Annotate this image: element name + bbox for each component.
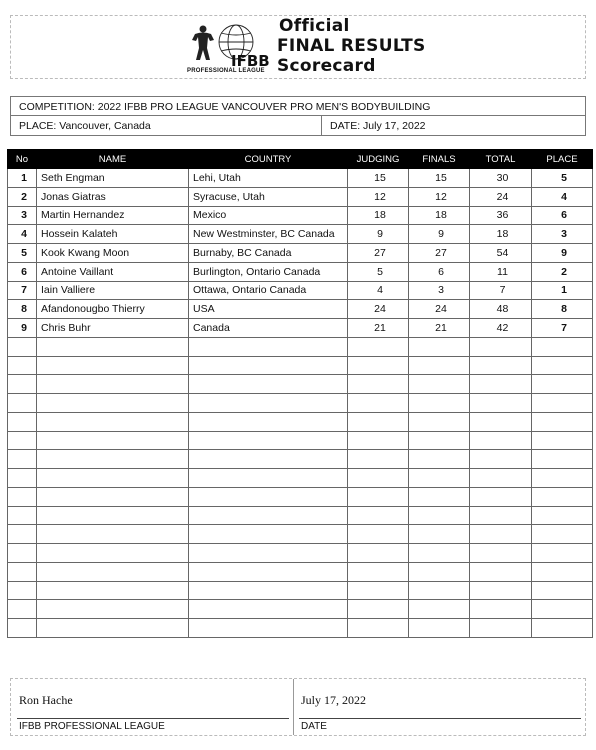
scorecard-title	[277, 16, 426, 76]
signatory-name: Ron Hache	[19, 693, 73, 707]
cell-finals: 21	[409, 319, 470, 338]
empty-cell	[409, 431, 470, 450]
empty-cell	[189, 619, 348, 638]
cell-country: Burnaby, BC Canada	[189, 244, 348, 263]
cell-name: Seth Engman	[37, 169, 189, 188]
title-line-official: Official	[279, 16, 350, 36]
cell-judging: 27	[348, 244, 409, 263]
empty-cell	[348, 562, 409, 581]
empty-cell	[8, 619, 37, 638]
empty-cell	[532, 469, 593, 488]
date-field: DATE: July 17, 2022	[321, 116, 587, 136]
empty-cell	[37, 337, 189, 356]
empty-cell	[470, 431, 532, 450]
cell-finals: 6	[409, 262, 470, 281]
table-row	[8, 262, 593, 281]
empty-cell	[532, 506, 593, 525]
empty-cell	[470, 412, 532, 431]
empty-cell	[532, 394, 593, 413]
cell-judging: 5	[348, 262, 409, 281]
cell-name: Jonas Giatras	[37, 187, 189, 206]
cell-name: Antoine Vaillant	[37, 262, 189, 281]
empty-table-row	[8, 375, 593, 394]
cell-total: 48	[470, 300, 532, 319]
header-name: NAME	[37, 150, 189, 169]
cell-country: USA	[189, 300, 348, 319]
empty-cell	[37, 487, 189, 506]
header-place: PLACE	[532, 150, 593, 169]
results-table	[7, 149, 593, 638]
cell-no: 9	[8, 319, 37, 338]
cell-country: Mexico	[189, 206, 348, 225]
empty-cell	[189, 450, 348, 469]
empty-cell	[470, 562, 532, 581]
empty-cell	[409, 337, 470, 356]
competition-name: COMPETITION: 2022 IFBB PRO LEAGUE VANCOUVER PRO MEN'S BODYBUILDING	[11, 97, 585, 116]
table-row	[8, 225, 593, 244]
empty-cell	[348, 525, 409, 544]
empty-cell	[8, 337, 37, 356]
empty-cell	[348, 506, 409, 525]
empty-cell	[532, 600, 593, 619]
cell-name: Iain Valliere	[37, 281, 189, 300]
empty-cell	[348, 356, 409, 375]
cell-place: 6	[532, 206, 593, 225]
empty-table-row	[8, 562, 593, 581]
empty-cell	[189, 356, 348, 375]
header-no: No	[8, 150, 37, 169]
empty-cell	[37, 412, 189, 431]
cell-country: Canada	[189, 319, 348, 338]
cell-total: 30	[470, 169, 532, 188]
signature-divider	[293, 679, 294, 735]
empty-cell	[37, 562, 189, 581]
table-row	[8, 206, 593, 225]
empty-cell	[409, 600, 470, 619]
header-finals: FINALS	[409, 150, 470, 169]
empty-cell	[8, 469, 37, 488]
cell-finals: 12	[409, 187, 470, 206]
cell-place: 1	[532, 281, 593, 300]
table-row	[8, 281, 593, 300]
empty-table-row	[8, 544, 593, 563]
empty-cell	[37, 525, 189, 544]
cell-finals: 3	[409, 281, 470, 300]
empty-cell	[189, 412, 348, 431]
empty-cell	[409, 469, 470, 488]
cell-place: 2	[532, 262, 593, 281]
cell-place: 8	[532, 300, 593, 319]
cell-finals: 15	[409, 169, 470, 188]
empty-cell	[470, 375, 532, 394]
empty-cell	[409, 562, 470, 581]
empty-cell	[348, 619, 409, 638]
empty-cell	[189, 525, 348, 544]
empty-cell	[409, 544, 470, 563]
empty-cell	[470, 394, 532, 413]
cell-total: 36	[470, 206, 532, 225]
empty-table-row	[8, 581, 593, 600]
empty-cell	[189, 581, 348, 600]
empty-cell	[532, 375, 593, 394]
empty-cell	[348, 394, 409, 413]
empty-cell	[189, 375, 348, 394]
empty-cell	[348, 487, 409, 506]
empty-table-row	[8, 525, 593, 544]
empty-cell	[37, 469, 189, 488]
empty-cell	[409, 356, 470, 375]
empty-cell	[8, 394, 37, 413]
empty-table-row	[8, 412, 593, 431]
cell-judging: 18	[348, 206, 409, 225]
empty-cell	[189, 487, 348, 506]
empty-cell	[470, 581, 532, 600]
cell-name: Afandonougbo Thierry	[37, 300, 189, 319]
cell-finals: 24	[409, 300, 470, 319]
cell-total: 18	[470, 225, 532, 244]
table-row	[8, 187, 593, 206]
empty-cell	[8, 581, 37, 600]
organization-label: IFBB PROFESSIONAL LEAGUE	[19, 721, 165, 732]
cell-judging: 15	[348, 169, 409, 188]
empty-cell	[409, 450, 470, 469]
empty-cell	[8, 375, 37, 394]
cell-place: 4	[532, 187, 593, 206]
empty-table-row	[8, 506, 593, 525]
empty-cell	[8, 450, 37, 469]
empty-cell	[189, 431, 348, 450]
empty-table-row	[8, 487, 593, 506]
logo-ifbb-text: IFBB	[231, 52, 270, 70]
empty-cell	[409, 394, 470, 413]
cell-finals: 27	[409, 244, 470, 263]
cell-place: 3	[532, 225, 593, 244]
empty-cell	[348, 337, 409, 356]
empty-cell	[532, 356, 593, 375]
signature-date: July 17, 2022	[301, 693, 367, 707]
signature-box	[10, 678, 586, 736]
cell-no: 3	[8, 206, 37, 225]
empty-cell	[470, 450, 532, 469]
cell-judging: 12	[348, 187, 409, 206]
empty-cell	[409, 525, 470, 544]
empty-cell	[470, 525, 532, 544]
competition-info	[10, 96, 586, 136]
empty-cell	[348, 450, 409, 469]
empty-cell	[8, 356, 37, 375]
cell-no: 1	[8, 169, 37, 188]
empty-cell	[348, 600, 409, 619]
empty-cell	[470, 600, 532, 619]
cell-total: 42	[470, 319, 532, 338]
cell-no: 6	[8, 262, 37, 281]
cell-total: 24	[470, 187, 532, 206]
empty-cell	[348, 581, 409, 600]
place-date-row	[11, 116, 585, 136]
header-country: COUNTRY	[189, 150, 348, 169]
cell-name: Hossein Kalateh	[37, 225, 189, 244]
empty-cell	[348, 469, 409, 488]
cell-place: 5	[532, 169, 593, 188]
empty-table-row	[8, 394, 593, 413]
empty-cell	[470, 544, 532, 563]
empty-cell	[8, 562, 37, 581]
empty-table-row	[8, 431, 593, 450]
empty-cell	[189, 544, 348, 563]
results-body	[8, 169, 593, 638]
empty-cell	[37, 600, 189, 619]
cell-no: 7	[8, 281, 37, 300]
empty-cell	[409, 581, 470, 600]
empty-table-row	[8, 450, 593, 469]
logo-league-text: PROFESSIONAL LEAGUE	[187, 68, 265, 74]
cell-judging: 24	[348, 300, 409, 319]
empty-cell	[470, 337, 532, 356]
empty-cell	[409, 487, 470, 506]
empty-cell	[8, 487, 37, 506]
empty-cell	[189, 394, 348, 413]
empty-cell	[8, 600, 37, 619]
place-field: PLACE: Vancouver, Canada	[19, 120, 151, 132]
cell-judging: 9	[348, 225, 409, 244]
empty-table-row	[8, 619, 593, 638]
cell-place: 9	[532, 244, 593, 263]
empty-cell	[37, 431, 189, 450]
cell-no: 8	[8, 300, 37, 319]
empty-cell	[532, 562, 593, 581]
empty-cell	[189, 506, 348, 525]
table-row	[8, 300, 593, 319]
cell-total: 54	[470, 244, 532, 263]
empty-cell	[37, 394, 189, 413]
empty-cell	[470, 619, 532, 638]
cell-name: Martin Hernandez	[37, 206, 189, 225]
empty-cell	[470, 469, 532, 488]
empty-cell	[532, 544, 593, 563]
cell-finals: 9	[409, 225, 470, 244]
cell-name: Kook Kwang Moon	[37, 244, 189, 263]
cell-no: 4	[8, 225, 37, 244]
empty-cell	[470, 506, 532, 525]
empty-cell	[37, 356, 189, 375]
table-row	[8, 319, 593, 338]
empty-cell	[532, 581, 593, 600]
cell-place: 7	[532, 319, 593, 338]
cell-country: New Westminster, BC Canada	[189, 225, 348, 244]
empty-cell	[532, 525, 593, 544]
cell-country: Lehi, Utah	[189, 169, 348, 188]
cell-total: 7	[470, 281, 532, 300]
empty-cell	[189, 469, 348, 488]
table-row	[8, 244, 593, 263]
empty-cell	[409, 506, 470, 525]
empty-cell	[532, 431, 593, 450]
empty-cell	[37, 450, 189, 469]
empty-cell	[37, 506, 189, 525]
empty-cell	[37, 619, 189, 638]
date-line	[299, 718, 581, 719]
empty-cell	[189, 562, 348, 581]
empty-cell	[348, 412, 409, 431]
empty-cell	[37, 544, 189, 563]
date-label: DATE	[301, 721, 327, 732]
cell-country: Syracuse, Utah	[189, 187, 348, 206]
empty-cell	[37, 375, 189, 394]
cell-country: Burlington, Ontario Canada	[189, 262, 348, 281]
title-line-scorecard: Scorecard	[277, 56, 376, 76]
cell-no: 2	[8, 187, 37, 206]
header-judging: JUDGING	[348, 150, 409, 169]
cell-no: 5	[8, 244, 37, 263]
cell-total: 11	[470, 262, 532, 281]
empty-cell	[409, 412, 470, 431]
empty-cell	[189, 600, 348, 619]
table-header-row	[8, 150, 593, 169]
empty-cell	[8, 506, 37, 525]
empty-table-row	[8, 337, 593, 356]
signature-line	[17, 718, 289, 719]
empty-table-row	[8, 469, 593, 488]
empty-cell	[470, 356, 532, 375]
empty-cell	[8, 544, 37, 563]
empty-cell	[348, 375, 409, 394]
empty-table-row	[8, 600, 593, 619]
cell-judging: 4	[348, 281, 409, 300]
empty-cell	[8, 412, 37, 431]
empty-cell	[348, 544, 409, 563]
empty-cell	[470, 487, 532, 506]
header-total: TOTAL	[470, 150, 532, 169]
empty-cell	[532, 619, 593, 638]
empty-cell	[409, 619, 470, 638]
empty-cell	[409, 375, 470, 394]
cell-country: Ottawa, Ontario Canada	[189, 281, 348, 300]
empty-cell	[532, 450, 593, 469]
empty-cell	[37, 581, 189, 600]
cell-name: Chris Buhr	[37, 319, 189, 338]
cell-finals: 18	[409, 206, 470, 225]
empty-cell	[532, 337, 593, 356]
empty-cell	[532, 412, 593, 431]
header-box	[10, 15, 586, 79]
empty-table-row	[8, 356, 593, 375]
empty-cell	[8, 431, 37, 450]
empty-cell	[189, 337, 348, 356]
empty-cell	[8, 525, 37, 544]
table-row	[8, 169, 593, 188]
empty-cell	[348, 431, 409, 450]
title-line-final-results: FINAL RESULTS	[277, 36, 426, 56]
cell-judging: 21	[348, 319, 409, 338]
empty-cell	[532, 487, 593, 506]
